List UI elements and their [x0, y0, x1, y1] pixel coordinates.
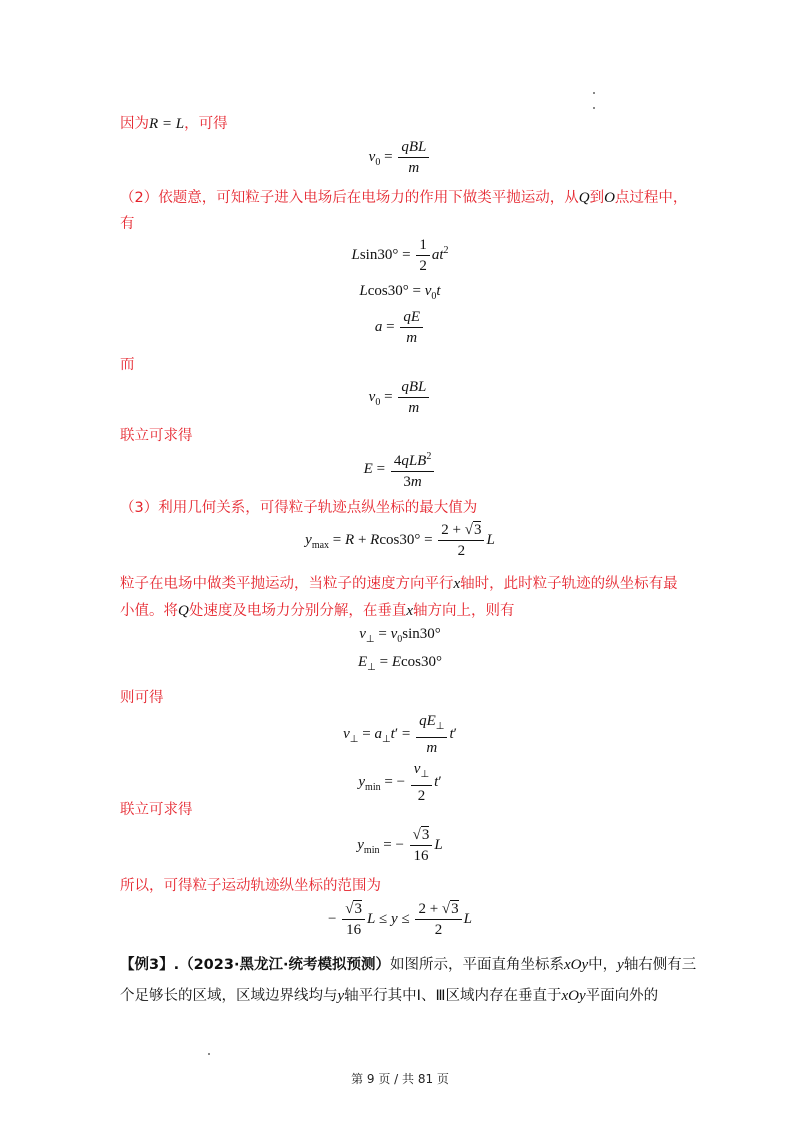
text-line-1: 因为R = L，可得 — [120, 116, 228, 132]
text-line-7: 小值。将Q处速度及电场力分别分解，在垂直x轴方向上，则有 — [120, 603, 515, 619]
equation-lcos30: $Lcos30^\circ = v_0t$ — [359, 283, 441, 302]
page-footer: 第 9 页 / 共 81 页 — [351, 1072, 449, 1086]
equation-E: E = $\frac{4qLB^2}{3m}$ — [0, 448, 800, 491]
text-line-9: 联立可求得 — [120, 802, 193, 818]
text-line-10: 所以，可得粒子运动轨迹纵坐标的范围为 — [120, 878, 381, 894]
text-line-8: 则可得 — [120, 690, 164, 706]
text-line-4: 联立可求得 — [120, 428, 193, 444]
text-line-5: （3）利用几何关系，可得粒子轨迹点纵坐标的最大值为 — [120, 500, 478, 516]
example-3-line-1: 【例3】.（2023·黑龙江·统考模拟预测）如图所示，平面直角坐标系xOy中，y轴右侧有三 — [120, 957, 697, 973]
text-line-3: 而 — [120, 357, 135, 373]
equation-lsin30: Lsin30° = $\frac{1}{2}$ $at^2$ — [351, 237, 449, 274]
equation-ymax: $y_{max} = R + Rcos30^\circ$ = $\frac{2 + √3}{2}$ L — [305, 522, 495, 559]
equation-ymin-1: $y_{min}$ = − $\frac{v_\perp}{2}$ t′ — [358, 761, 442, 804]
equation-range: − $\frac{√3}{16}$ L ≤ y ≤ $\frac{2 + √3}{2}$ L — [328, 901, 472, 938]
text-line-2b: 有 — [120, 216, 135, 232]
equation-Eperp: $E_\perp = Ecos30^\circ$ — [357, 654, 443, 673]
equation-a: a = $\frac{qE}{m}$ — [0, 308, 800, 347]
equation-vperp: $v_\perp = v_0\sin 30^\circ$ — [359, 626, 441, 645]
equation-v0: $v_0$ = $\frac{\text{qBL}}{m}$ — [0, 138, 800, 177]
example-3-line-2: 个足够长的区域，区域边界线均与y轴平行其中Ⅰ、Ⅲ区域内存在垂直于xOy平面向外的 — [120, 988, 659, 1004]
equation-v0-2: $v_0$ = $\frac{\text{qBL}}{m}$ — [0, 378, 800, 417]
text-line-2: （2）依题意，可知粒子进入电场后在电场力的作用下做类平抛运动，从Q到O点过程中， — [120, 190, 688, 206]
text-line-6: 粒子在电场中做类平抛运动，当粒子的速度方向平行x轴时，此时粒子轨迹的纵坐标有最 — [120, 576, 678, 592]
equation-ymin-2: $y_{min}$ = − $\frac{√3}{16}$ L — [357, 827, 443, 864]
equation-vperp-2: $v_\perp = a_\perp t'$ = $\frac{qE_\perp}{m}$ t′ — [343, 713, 457, 756]
